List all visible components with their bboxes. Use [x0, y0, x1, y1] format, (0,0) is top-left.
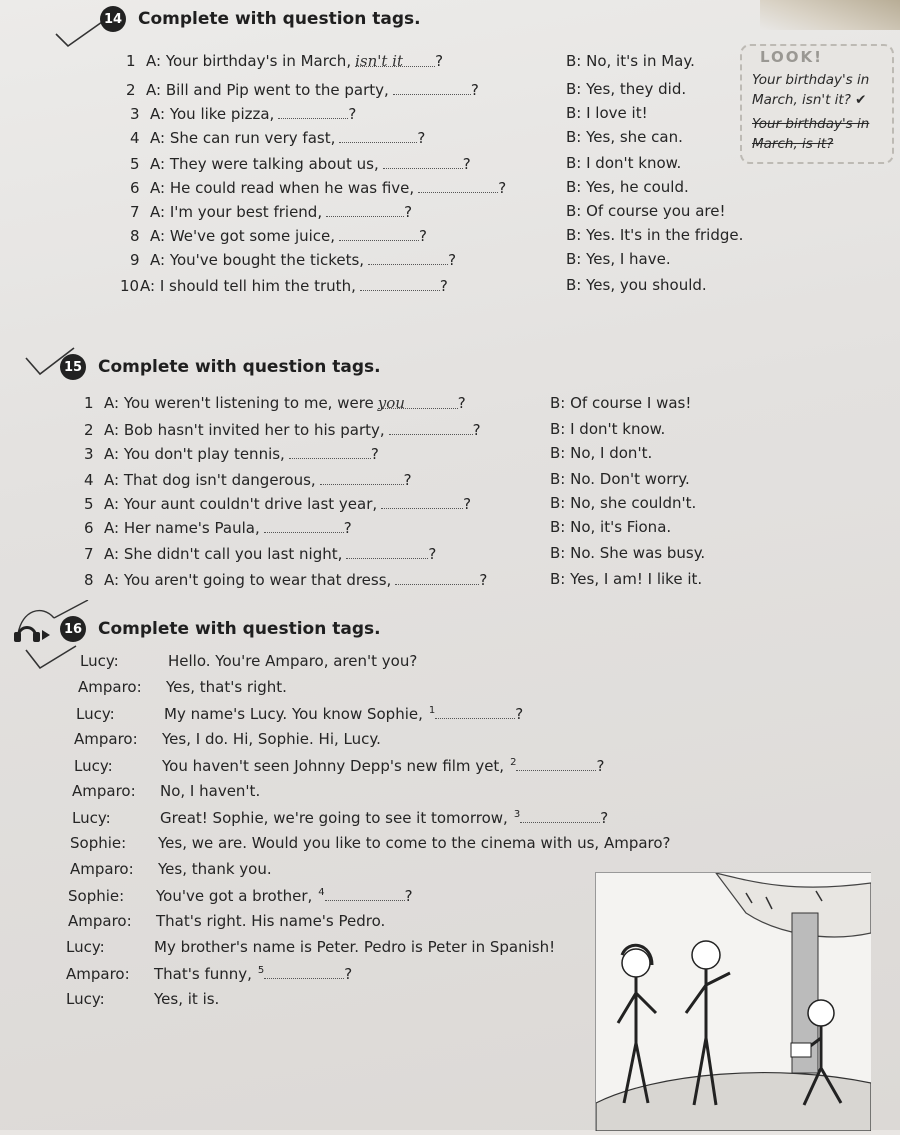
response-text: B: No, it's in May.	[566, 52, 695, 70]
exercise-15-row	[84, 570, 487, 589]
look-example-correct-1: Your birthday's in	[752, 72, 870, 88]
question-mark: ?	[470, 81, 479, 99]
response-text: B: I don't know.	[550, 420, 666, 438]
question-mark: ?	[343, 519, 352, 537]
speaker-name: Amparo:	[78, 678, 142, 696]
exercise-14-row	[130, 104, 356, 123]
dialogue-text: Hello. You're Amparo, aren't you?	[168, 652, 418, 670]
prompt-text: A: That dog isn't dangerous,	[104, 471, 316, 489]
exercise-15-row	[84, 444, 379, 463]
look-box	[740, 44, 894, 164]
speaker-name: Amparo:	[70, 860, 134, 878]
look-example-wrong-1: Your birthday's in	[752, 116, 870, 132]
answer-blank[interactable]	[381, 494, 463, 509]
gap-number: 3	[513, 809, 521, 820]
answer-blank[interactable]	[395, 570, 479, 585]
response-text: B: No. She was busy.	[550, 544, 706, 562]
gap-number: 5	[257, 965, 265, 976]
answer-blank[interactable]	[278, 104, 348, 119]
response-text: B: No, it's Fiona.	[550, 518, 672, 536]
exercise-15-row	[84, 420, 481, 439]
section-number: 15	[60, 354, 86, 380]
speaker-name: Sophie:	[70, 834, 127, 852]
dialogue-text: You've got a brother,	[156, 887, 313, 905]
audio-track-icon	[14, 620, 52, 642]
dialogue-text: No, I haven't.	[160, 782, 261, 800]
section-number: 16	[60, 616, 86, 642]
prompt-text: A: I'm your best friend,	[150, 203, 323, 221]
speaker-name: Amparo:	[68, 912, 132, 930]
dialogue-text: Yes, thank you.	[158, 860, 272, 878]
dialogue-text: My name's Lucy. You know Sophie,	[164, 705, 423, 723]
speaker-name: Amparo:	[72, 782, 136, 800]
answer-blank[interactable]	[389, 420, 473, 435]
item-number: 7	[84, 545, 94, 563]
exercise-14-row	[120, 276, 448, 295]
dialogue-text: That's right. His name's Pedro.	[156, 912, 386, 930]
answer-blank[interactable]	[326, 202, 404, 217]
dialogue-text: My brother's name is Peter. Pedro is Peter in Spanish!	[154, 938, 556, 956]
response-text: B: Yes, you should.	[566, 276, 707, 294]
item-number: 8	[130, 227, 140, 245]
item-number: 5	[84, 495, 94, 513]
answer-blank[interactable]	[264, 518, 344, 533]
answer-blank[interactable]	[520, 808, 600, 823]
section-14-header	[100, 6, 421, 32]
response-text: B: No, I don't.	[550, 444, 653, 462]
speaker-name: Amparo:	[74, 730, 138, 748]
exercise-15-row	[84, 394, 466, 412]
speaker-name: Lucy:	[76, 705, 115, 723]
look-example-wrong-2: March, is it?	[752, 136, 834, 152]
handwritten-tick-icon	[22, 636, 82, 676]
answer-blank[interactable]	[435, 704, 515, 719]
question-mark: ?	[439, 277, 448, 295]
answer-blank[interactable]	[346, 544, 428, 559]
question-mark: ?	[404, 887, 413, 905]
speaker-name: Lucy:	[80, 652, 119, 670]
section-title: Complete with question tags.	[98, 357, 381, 377]
look-example-correct-2: March, isn't it? ✔	[752, 92, 867, 108]
item-number: 6	[130, 179, 140, 197]
prompt-text: A: We've got some juice,	[150, 227, 336, 245]
question-mark: ?	[370, 445, 379, 463]
prompt-text: A: She can run very fast,	[150, 129, 336, 147]
prompt-text: A: I should tell him the truth,	[140, 277, 356, 295]
prompt-text: A: He could read when he was five,	[150, 179, 415, 197]
question-mark: ?	[348, 105, 357, 123]
answer-blank[interactable]	[516, 756, 596, 771]
gap-number: 4	[318, 887, 325, 898]
prompt-text: A: She didn't call you last night,	[104, 545, 343, 563]
exercise-14-row	[126, 52, 443, 70]
prompt-text: A: Your aunt couldn't drive last year,	[104, 495, 378, 513]
answer-blank[interactable]	[368, 250, 448, 265]
dialogue-line	[72, 808, 608, 827]
section-number: 14	[100, 6, 126, 32]
question-mark: ?	[457, 394, 466, 412]
dialogue-line	[66, 938, 555, 956]
question-mark: ?	[419, 227, 428, 245]
item-number: 3	[130, 105, 140, 123]
response-text: B: Yes, I have.	[566, 250, 671, 268]
item-number: 10	[120, 277, 140, 295]
answer-blank[interactable]	[264, 964, 344, 979]
response-text: B: Of course you are!	[566, 202, 726, 220]
speaker-name: Sophie:	[68, 887, 125, 905]
response-text: B: Yes, he could.	[566, 178, 689, 196]
item-number: 5	[130, 155, 140, 173]
dialogue-line	[66, 964, 352, 983]
response-text: B: No, she couldn't.	[550, 494, 697, 512]
prompt-text: A: Bill and Pip went to the party,	[146, 81, 389, 99]
answer-blank[interactable]	[289, 444, 371, 459]
look-title: LOOK!	[760, 48, 823, 66]
dialogue-text: Yes, that's right.	[166, 678, 287, 696]
exercise-15-row	[84, 494, 471, 513]
question-mark: ?	[462, 155, 471, 173]
section-16-header	[60, 616, 381, 642]
dialogue-line	[76, 704, 523, 723]
question-mark: ?	[428, 545, 437, 563]
answer-blank[interactable]: isn't it	[355, 52, 435, 67]
dialogue-line	[70, 860, 272, 878]
dialogue-text: That's funny,	[154, 965, 252, 983]
question-mark: ?	[498, 179, 507, 197]
item-number: 9	[130, 251, 140, 269]
response-text: B: Yes. It's in the fridge.	[566, 226, 744, 244]
item-number: 8	[84, 571, 94, 589]
section-title: Complete with question tags.	[98, 619, 381, 639]
answer-blank[interactable]	[393, 80, 471, 95]
prompt-text: A: They were talking about us,	[150, 155, 379, 173]
item-number: 4	[84, 471, 94, 489]
dialogue-line	[72, 782, 260, 800]
response-text: B: Of course I was!	[550, 394, 692, 412]
exercise-14-row	[130, 178, 506, 197]
exercise-14-row	[130, 202, 412, 221]
dialogue-line	[74, 756, 604, 775]
response-text: B: Yes, I am! I like it.	[550, 570, 703, 588]
question-mark: ?	[403, 471, 412, 489]
prompt-text: A: You don't play tennis,	[104, 445, 285, 463]
speaker-name: Lucy:	[66, 990, 105, 1008]
speaker-name: Lucy:	[72, 809, 111, 827]
item-number: 4	[130, 129, 140, 147]
answer-blank[interactable]: you	[378, 394, 458, 409]
section-15-header	[60, 354, 381, 380]
item-number: 2	[126, 81, 136, 99]
question-mark: ?	[404, 203, 413, 221]
answer-blank[interactable]	[339, 128, 417, 143]
dialogue-line	[74, 730, 381, 748]
prompt-text: A: Her name's Paula,	[104, 519, 260, 537]
response-text: B: I don't know.	[566, 154, 682, 172]
dialogue-line	[70, 834, 671, 852]
speaker-name: Lucy:	[74, 757, 113, 775]
question-mark: ?	[448, 251, 457, 269]
dialogue-text: Yes, we are. Would you like to come to the cinema with us, Amparo?	[158, 834, 671, 852]
dialogue-line	[78, 678, 287, 696]
dialogue-text: Great! Sophie, we're going to see it tomorrow,	[160, 809, 508, 827]
response-text: B: Yes, she can.	[566, 128, 683, 146]
dialogue-line	[68, 912, 385, 930]
question-mark: ?	[435, 52, 444, 70]
exercise-14-row	[126, 80, 479, 99]
gap-number: 1	[428, 705, 436, 716]
question-mark: ?	[600, 809, 609, 827]
answer-blank[interactable]	[418, 178, 498, 193]
question-mark: ?	[472, 421, 481, 439]
item-number: 1	[126, 52, 136, 70]
dialogue-text: You haven't seen Johnny Depp's new film yet,	[162, 757, 505, 775]
dialogue-text: Yes, it is.	[154, 990, 220, 1008]
exercise-14-row	[130, 128, 425, 147]
item-number: 3	[84, 445, 94, 463]
answer-blank[interactable]	[360, 276, 440, 291]
question-mark: ?	[479, 571, 488, 589]
exercise-14-row	[130, 226, 427, 245]
question-mark: ?	[596, 757, 605, 775]
answer-blank[interactable]	[339, 226, 419, 241]
response-text: B: Yes, they did.	[566, 80, 687, 98]
question-mark: ?	[463, 495, 472, 513]
prompt-text: A: You like pizza,	[150, 105, 275, 123]
speaker-name: Lucy:	[66, 938, 105, 956]
answer-blank[interactable]	[383, 154, 463, 169]
question-mark: ?	[515, 705, 524, 723]
prompt-text: A: You weren't listening to me, were	[104, 394, 374, 412]
prompt-text: A: Bob hasn't invited her to his party,	[104, 421, 385, 439]
exercise-15-row	[84, 544, 436, 563]
exercise-15-row	[84, 470, 412, 489]
item-number: 7	[130, 203, 140, 221]
dialogue-line	[80, 652, 417, 670]
speaker-name: Amparo:	[66, 965, 130, 983]
item-number: 1	[84, 394, 94, 412]
prompt-text: A: Your birthday's in March,	[146, 52, 352, 70]
exercise-15-row	[84, 518, 352, 537]
exercise-14-row	[130, 250, 456, 269]
dialogue-line	[66, 990, 219, 1008]
item-number: 6	[84, 519, 94, 537]
response-text: B: No. Don't worry.	[550, 470, 690, 488]
item-number: 2	[84, 421, 94, 439]
prompt-text: A: You've bought the tickets,	[150, 251, 365, 269]
question-mark: ?	[344, 965, 353, 983]
page-corner-shadow	[760, 0, 900, 30]
answer-blank[interactable]	[320, 470, 404, 485]
dialogue-text: Yes, I do. Hi, Sophie. Hi, Lucy.	[162, 730, 381, 748]
dialogue-line	[68, 886, 413, 905]
response-text: B: I love it!	[566, 104, 648, 122]
question-mark: ?	[417, 129, 426, 147]
cartoon-illustration	[595, 872, 871, 1131]
gap-number: 2	[510, 757, 517, 768]
prompt-text: A: You aren't going to wear that dress,	[104, 571, 392, 589]
exercise-14-row	[130, 154, 471, 173]
answer-blank[interactable]	[325, 886, 405, 901]
section-title: Complete with question tags.	[138, 9, 421, 29]
